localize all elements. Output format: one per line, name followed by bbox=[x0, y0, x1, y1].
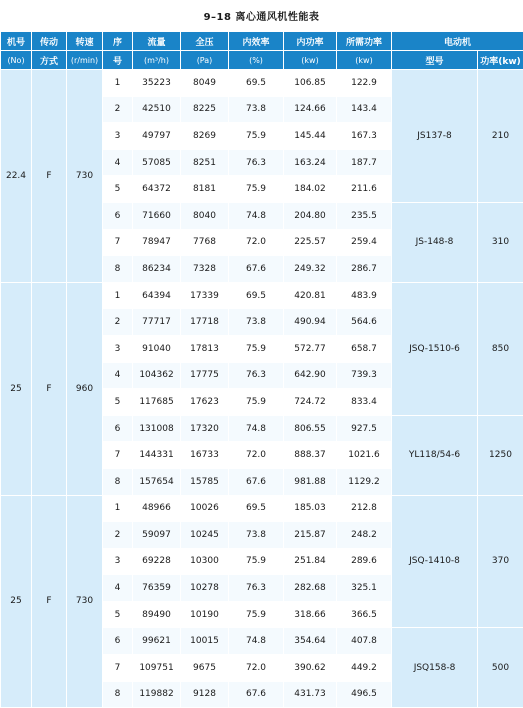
table-header bbox=[1, 32, 523, 70]
seq-cell: 5 bbox=[103, 389, 133, 416]
required-power-cell: 366.5 bbox=[337, 601, 392, 628]
seq-cell: 3 bbox=[103, 548, 133, 575]
seq-cell: 2 bbox=[103, 96, 133, 123]
efficiency-cell: 67.6 bbox=[229, 468, 284, 495]
table-row bbox=[1, 70, 523, 97]
drive-cell: F bbox=[32, 282, 67, 495]
efficiency-cell: 72.0 bbox=[229, 442, 284, 469]
required-power-cell: 833.4 bbox=[337, 389, 392, 416]
seq-cell: 2 bbox=[103, 309, 133, 336]
seq-cell: 7 bbox=[103, 655, 133, 682]
efficiency-cell: 75.9 bbox=[229, 123, 284, 150]
required-power-cell: 289.6 bbox=[337, 548, 392, 575]
seq-cell: 1 bbox=[103, 70, 133, 97]
required-power-cell: 407.8 bbox=[337, 628, 392, 655]
drive-cell: F bbox=[32, 495, 67, 708]
internal-power-cell: 185.03 bbox=[284, 495, 337, 522]
seq-cell: 8 bbox=[103, 468, 133, 495]
internal-power-cell: 981.88 bbox=[284, 468, 337, 495]
pressure-cell: 8251 bbox=[181, 149, 229, 176]
flow-cell: 117685 bbox=[133, 389, 181, 416]
pressure-cell: 10300 bbox=[181, 548, 229, 575]
flow-cell: 89490 bbox=[133, 601, 181, 628]
pressure-cell: 17320 bbox=[181, 415, 229, 442]
header-pressure-unit: (Pa) bbox=[181, 51, 229, 70]
flow-cell: 42510 bbox=[133, 96, 181, 123]
required-power-cell: 483.9 bbox=[337, 282, 392, 309]
internal-power-cell: 888.37 bbox=[284, 442, 337, 469]
pressure-cell: 8225 bbox=[181, 96, 229, 123]
header-required-power: 所需功率 bbox=[337, 32, 392, 51]
motor-power-cell: 210 bbox=[478, 70, 523, 203]
efficiency-cell: 75.9 bbox=[229, 335, 284, 362]
motor-model-cell: JSQ-1410-8 bbox=[392, 495, 478, 628]
header-seq-sub: 号 bbox=[103, 51, 133, 70]
flow-cell: 71660 bbox=[133, 202, 181, 229]
flow-cell: 131008 bbox=[133, 415, 181, 442]
header-motor-model: 型号 bbox=[392, 51, 478, 70]
pressure-cell: 8040 bbox=[181, 202, 229, 229]
efficiency-cell: 75.9 bbox=[229, 389, 284, 416]
header-internal-power-unit: (kw) bbox=[284, 51, 337, 70]
seq-cell: 5 bbox=[103, 601, 133, 628]
efficiency-cell: 73.8 bbox=[229, 96, 284, 123]
internal-power-cell: 184.02 bbox=[284, 176, 337, 203]
internal-power-cell: 249.32 bbox=[284, 256, 337, 283]
flow-cell: 57085 bbox=[133, 149, 181, 176]
pressure-cell: 17339 bbox=[181, 282, 229, 309]
header-efficiency-unit: (%) bbox=[229, 51, 284, 70]
pressure-cell: 10278 bbox=[181, 575, 229, 602]
motor-power-cell: 370 bbox=[478, 495, 523, 628]
required-power-cell: 235.5 bbox=[337, 202, 392, 229]
internal-power-cell: 806.55 bbox=[284, 415, 337, 442]
pressure-cell: 8049 bbox=[181, 70, 229, 97]
internal-power-cell: 390.62 bbox=[284, 655, 337, 682]
fan-performance-table bbox=[0, 31, 523, 708]
header-seq: 序 bbox=[103, 32, 133, 51]
header-motor: 电动机 bbox=[392, 32, 523, 51]
efficiency-cell: 72.0 bbox=[229, 655, 284, 682]
header-speed: 转速 bbox=[67, 32, 103, 51]
required-power-cell: 211.6 bbox=[337, 176, 392, 203]
efficiency-cell: 72.0 bbox=[229, 229, 284, 256]
seq-cell: 8 bbox=[103, 681, 133, 708]
motor-power-cell: 310 bbox=[478, 202, 523, 282]
seq-cell: 3 bbox=[103, 335, 133, 362]
flow-cell: 99621 bbox=[133, 628, 181, 655]
internal-power-cell: 572.77 bbox=[284, 335, 337, 362]
flow-cell: 76359 bbox=[133, 575, 181, 602]
efficiency-cell: 74.8 bbox=[229, 415, 284, 442]
internal-power-cell: 145.44 bbox=[284, 123, 337, 150]
efficiency-cell: 75.9 bbox=[229, 601, 284, 628]
table-row bbox=[1, 495, 523, 522]
pressure-cell: 7328 bbox=[181, 256, 229, 283]
internal-power-cell: 124.66 bbox=[284, 96, 337, 123]
required-power-cell: 212.8 bbox=[337, 495, 392, 522]
pressure-cell: 15785 bbox=[181, 468, 229, 495]
seq-cell: 4 bbox=[103, 362, 133, 389]
flow-cell: 109751 bbox=[133, 655, 181, 682]
required-power-cell: 927.5 bbox=[337, 415, 392, 442]
flow-cell: 86234 bbox=[133, 256, 181, 283]
seq-cell: 7 bbox=[103, 442, 133, 469]
header-flow-unit: (m³/h) bbox=[133, 51, 181, 70]
pressure-cell: 8181 bbox=[181, 176, 229, 203]
efficiency-cell: 73.8 bbox=[229, 522, 284, 549]
pressure-cell: 16733 bbox=[181, 442, 229, 469]
motor-model-cell: YL118/54-6 bbox=[392, 415, 478, 495]
header-model-no-unit: (No) bbox=[1, 51, 32, 70]
drive-cell: F bbox=[32, 70, 67, 283]
internal-power-cell: 163.24 bbox=[284, 149, 337, 176]
internal-power-cell: 106.85 bbox=[284, 70, 337, 97]
pressure-cell: 9675 bbox=[181, 655, 229, 682]
pressure-cell: 17813 bbox=[181, 335, 229, 362]
motor-power-cell: 500 bbox=[478, 628, 523, 708]
seq-cell: 8 bbox=[103, 256, 133, 283]
efficiency-cell: 67.6 bbox=[229, 256, 284, 283]
seq-cell: 6 bbox=[103, 202, 133, 229]
header-efficiency: 内效率 bbox=[229, 32, 284, 51]
speed-cell: 960 bbox=[67, 282, 103, 495]
header-motor-power: 功率(kw) bbox=[478, 51, 523, 70]
internal-power-cell: 420.81 bbox=[284, 282, 337, 309]
table-row bbox=[1, 282, 523, 309]
pressure-cell: 17718 bbox=[181, 309, 229, 336]
required-power-cell: 564.6 bbox=[337, 309, 392, 336]
required-power-cell: 143.4 bbox=[337, 96, 392, 123]
internal-power-cell: 251.84 bbox=[284, 548, 337, 575]
motor-model-cell: JSQ158-8 bbox=[392, 628, 478, 708]
motor-model-cell: JS137-8 bbox=[392, 70, 478, 203]
flow-cell: 48966 bbox=[133, 495, 181, 522]
pressure-cell: 10015 bbox=[181, 628, 229, 655]
flow-cell: 64372 bbox=[133, 176, 181, 203]
internal-power-cell: 490.94 bbox=[284, 309, 337, 336]
seq-cell: 3 bbox=[103, 123, 133, 150]
flow-cell: 77717 bbox=[133, 309, 181, 336]
efficiency-cell: 67.6 bbox=[229, 681, 284, 708]
required-power-cell: 1021.6 bbox=[337, 442, 392, 469]
seq-cell: 6 bbox=[103, 628, 133, 655]
seq-cell: 1 bbox=[103, 282, 133, 309]
internal-power-cell: 354.64 bbox=[284, 628, 337, 655]
efficiency-cell: 69.5 bbox=[229, 70, 284, 97]
seq-cell: 5 bbox=[103, 176, 133, 203]
header-required-power-unit: (kw) bbox=[337, 51, 392, 70]
required-power-cell: 496.5 bbox=[337, 681, 392, 708]
motor-model-cell: JS-148-8 bbox=[392, 202, 478, 282]
efficiency-cell: 76.3 bbox=[229, 362, 284, 389]
pressure-cell: 10245 bbox=[181, 522, 229, 549]
seq-cell: 2 bbox=[103, 522, 133, 549]
required-power-cell: 739.3 bbox=[337, 362, 392, 389]
efficiency-cell: 74.8 bbox=[229, 202, 284, 229]
pressure-cell: 10190 bbox=[181, 601, 229, 628]
flow-cell: 144331 bbox=[133, 442, 181, 469]
efficiency-cell: 76.3 bbox=[229, 575, 284, 602]
seq-cell: 1 bbox=[103, 495, 133, 522]
flow-cell: 157654 bbox=[133, 468, 181, 495]
table-title: 9–18 离心通风机性能表 bbox=[0, 8, 523, 23]
seq-cell: 4 bbox=[103, 575, 133, 602]
seq-cell: 7 bbox=[103, 229, 133, 256]
flow-cell: 104362 bbox=[133, 362, 181, 389]
efficiency-cell: 75.9 bbox=[229, 548, 284, 575]
speed-cell: 730 bbox=[67, 495, 103, 708]
motor-power-cell: 1250 bbox=[478, 415, 523, 495]
header-model-no: 机号 bbox=[1, 32, 32, 51]
header-speed-unit: (r/min) bbox=[67, 51, 103, 70]
header-pressure: 全压 bbox=[181, 32, 229, 51]
efficiency-cell: 69.5 bbox=[229, 495, 284, 522]
motor-power-cell: 850 bbox=[478, 282, 523, 415]
seq-cell: 4 bbox=[103, 149, 133, 176]
flow-cell: 78947 bbox=[133, 229, 181, 256]
header-drive: 传动 bbox=[32, 32, 67, 51]
header-flow: 流量 bbox=[133, 32, 181, 51]
model-no-cell: 25 bbox=[1, 495, 32, 708]
internal-power-cell: 215.87 bbox=[284, 522, 337, 549]
internal-power-cell: 318.66 bbox=[284, 601, 337, 628]
flow-cell: 59097 bbox=[133, 522, 181, 549]
efficiency-cell: 69.5 bbox=[229, 282, 284, 309]
efficiency-cell: 76.3 bbox=[229, 149, 284, 176]
required-power-cell: 259.4 bbox=[337, 229, 392, 256]
required-power-cell: 325.1 bbox=[337, 575, 392, 602]
model-no-cell: 25 bbox=[1, 282, 32, 495]
required-power-cell: 248.2 bbox=[337, 522, 392, 549]
model-no-cell: 22.4 bbox=[1, 70, 32, 283]
speed-cell: 730 bbox=[67, 70, 103, 283]
seq-cell: 6 bbox=[103, 415, 133, 442]
required-power-cell: 449.2 bbox=[337, 655, 392, 682]
flow-cell: 49797 bbox=[133, 123, 181, 150]
flow-cell: 64394 bbox=[133, 282, 181, 309]
pressure-cell: 7768 bbox=[181, 229, 229, 256]
internal-power-cell: 225.57 bbox=[284, 229, 337, 256]
required-power-cell: 187.7 bbox=[337, 149, 392, 176]
required-power-cell: 286.7 bbox=[337, 256, 392, 283]
required-power-cell: 1129.2 bbox=[337, 468, 392, 495]
pressure-cell: 17775 bbox=[181, 362, 229, 389]
required-power-cell: 167.3 bbox=[337, 123, 392, 150]
internal-power-cell: 204.80 bbox=[284, 202, 337, 229]
efficiency-cell: 73.8 bbox=[229, 309, 284, 336]
flow-cell: 35223 bbox=[133, 70, 181, 97]
internal-power-cell: 642.90 bbox=[284, 362, 337, 389]
motor-model-cell: JSQ-1510-6 bbox=[392, 282, 478, 415]
flow-cell: 91040 bbox=[133, 335, 181, 362]
header-drive-sub: 方式 bbox=[32, 51, 67, 70]
internal-power-cell: 431.73 bbox=[284, 681, 337, 708]
efficiency-cell: 74.8 bbox=[229, 628, 284, 655]
pressure-cell: 9128 bbox=[181, 681, 229, 708]
required-power-cell: 122.9 bbox=[337, 70, 392, 97]
pressure-cell: 8269 bbox=[181, 123, 229, 150]
required-power-cell: 658.7 bbox=[337, 335, 392, 362]
pressure-cell: 17623 bbox=[181, 389, 229, 416]
flow-cell: 119882 bbox=[133, 681, 181, 708]
internal-power-cell: 724.72 bbox=[284, 389, 337, 416]
flow-cell: 69228 bbox=[133, 548, 181, 575]
internal-power-cell: 282.68 bbox=[284, 575, 337, 602]
pressure-cell: 10026 bbox=[181, 495, 229, 522]
table-body bbox=[1, 70, 523, 708]
header-internal-power: 内功率 bbox=[284, 32, 337, 51]
efficiency-cell: 75.9 bbox=[229, 176, 284, 203]
